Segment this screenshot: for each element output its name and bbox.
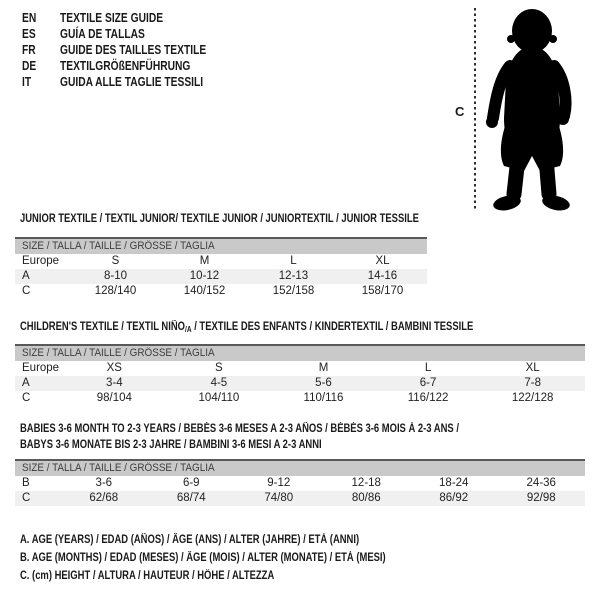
language-title-list xyxy=(22,10,238,90)
size-header-label: SIZE / TALLA / TAILLE / GRÖSSE / TAGLIA xyxy=(22,240,215,252)
size-cell: S xyxy=(215,362,223,374)
language-code: DE xyxy=(22,59,37,73)
age-cell: 3-6 xyxy=(95,477,113,489)
height-cell: 110/116 xyxy=(303,392,344,404)
row-label: Europe xyxy=(22,362,60,374)
size-cell: L xyxy=(424,362,432,374)
language-code: ES xyxy=(22,27,36,41)
age-cell: 6-9 xyxy=(182,477,200,489)
language-title: GUIDE DES TAILLES TEXTILE xyxy=(60,43,207,57)
height-cell: 62/68 xyxy=(89,492,119,504)
footnote-c: C. (cm) HEIGHT / ALTURA / HAUTEUR / HÖHE / ALTEZZA xyxy=(20,570,275,582)
size-header-label: SIZE / TALLA / TAILLE / GRÖSSE / TAGLIA xyxy=(22,462,215,474)
row-label: C xyxy=(22,492,31,504)
table-row xyxy=(15,376,585,391)
language-code: IT xyxy=(22,75,32,89)
language-title: TEXTILGRÖßENFÜHRUNG xyxy=(60,59,191,73)
height-cell: 152/158 xyxy=(272,285,315,297)
language-row xyxy=(22,58,238,74)
language-title: GUÍA DE TALLAS xyxy=(60,27,145,41)
junior-section-heading xyxy=(20,212,506,226)
babies-heading-line1-text: BABIES 3-6 MONTH TO 2-3 YEARS / BEBÉS 3-6 MESES A 2-3 AÑOS / BÉBÉS 3-6 MOIS À 2-3 ANS / xyxy=(20,423,459,435)
height-cell: 116/122 xyxy=(407,392,449,404)
babies-section-heading-line1 xyxy=(20,422,555,436)
footnote-line xyxy=(20,531,466,549)
table-row xyxy=(15,254,427,269)
height-cell: 128/140 xyxy=(94,285,137,297)
age-cell: 6-7 xyxy=(419,377,437,389)
size-cell: S xyxy=(111,255,120,267)
junior-size-table xyxy=(15,237,427,299)
size-header-bar xyxy=(15,344,585,361)
language-code: FR xyxy=(22,43,36,57)
language-row xyxy=(22,74,238,90)
footnote-line xyxy=(20,549,466,567)
size-header-bar xyxy=(15,459,585,476)
language-row xyxy=(22,10,238,26)
height-cell: 92/98 xyxy=(526,492,556,504)
row-label: Europe xyxy=(22,255,60,267)
language-title: GUIDA ALLE TAGLIE TESSILI xyxy=(60,75,204,89)
height-cell: 158/170 xyxy=(361,285,404,297)
table-row xyxy=(15,491,585,506)
size-cell: XL xyxy=(375,255,390,267)
size-cell: M xyxy=(199,255,210,267)
age-cell: 12-13 xyxy=(278,270,309,282)
babies-section-heading-line2 xyxy=(20,438,388,452)
children-heading-prefix: CHILDREN'S TEXTILE / TEXTIL NIÑO xyxy=(20,321,186,333)
size-cell: L xyxy=(290,255,297,267)
babies-size-table xyxy=(15,459,585,506)
age-cell: 8-10 xyxy=(103,270,128,282)
language-row xyxy=(22,42,238,58)
age-cell: 18-24 xyxy=(439,477,469,489)
row-label: C xyxy=(22,285,31,297)
age-cell: 14-16 xyxy=(367,270,398,282)
age-cell: 24-36 xyxy=(526,477,556,489)
babies-heading-line2-text: BABYS 3-6 MONATE BIS 2-3 JAHRE / BAMBINI 3-6 MESI A 2-3 ANNI xyxy=(20,439,322,451)
age-cell: 7-8 xyxy=(524,377,541,389)
height-cell: 74/80 xyxy=(264,492,294,504)
age-cell: 5-6 xyxy=(315,377,332,389)
age-cell: 10-12 xyxy=(189,270,220,282)
row-label: A xyxy=(22,377,30,389)
children-section-heading xyxy=(20,320,573,334)
height-cell: 86/92 xyxy=(439,492,469,504)
height-measure-dashed-line xyxy=(474,8,476,210)
height-cell: 122/128 xyxy=(511,392,554,404)
row-label: A xyxy=(22,270,30,282)
language-code: EN xyxy=(22,11,37,25)
age-cell: 9-12 xyxy=(267,477,291,489)
row-label: B xyxy=(22,477,30,489)
language-row xyxy=(22,26,238,42)
age-cell: 12-18 xyxy=(351,477,381,489)
size-header-label: SIZE / TALLA / TAILLE / GRÖSSE / TAGLIA xyxy=(22,347,215,359)
table-row xyxy=(15,476,585,491)
height-marker-label: C xyxy=(455,104,465,119)
row-label: C xyxy=(22,392,31,404)
language-title: TEXTILE SIZE GUIDE xyxy=(60,11,164,25)
age-cell: 4-5 xyxy=(210,377,228,389)
children-heading-suffix: / TEXTILE DES ENFANTS / KINDERTEXTIL / BAMBINI TESSILE xyxy=(191,321,474,333)
junior-section-heading-text: JUNIOR TEXTILE / TEXTIL JUNIOR/ TEXTILE JUNIOR / JUNIORTEXTIL / JUNIOR TESSILE xyxy=(20,213,419,225)
size-cell: M xyxy=(318,362,329,374)
children-heading-subscript: /A xyxy=(185,325,192,334)
height-cell: 104/110 xyxy=(198,392,240,404)
age-cell: 3-4 xyxy=(105,377,123,389)
children-size-table xyxy=(15,344,585,406)
size-header-bar xyxy=(15,237,427,254)
table-row xyxy=(15,269,427,284)
children-section-heading-text xyxy=(20,320,473,337)
size-cell: XL xyxy=(525,362,540,374)
table-row xyxy=(15,284,427,299)
footnotes xyxy=(20,531,466,585)
table-row xyxy=(15,361,585,376)
height-cell: 98/104 xyxy=(96,392,132,404)
footnote-line xyxy=(20,567,466,585)
footnote-a: A. AGE (YEARS) / EDAD (AÑOS) / ÂGE (ANS) / ALTER (JAHRE) / ETÀ (ANNI) xyxy=(20,534,360,546)
height-cell: 68/74 xyxy=(176,492,206,504)
height-cell: 140/152 xyxy=(183,285,226,297)
toddler-silhouette-image xyxy=(486,8,578,212)
size-cell: XS xyxy=(106,362,122,374)
table-row xyxy=(15,391,585,406)
height-cell: 80/86 xyxy=(351,492,381,504)
footnote-b: B. AGE (MONTHS) / EDAD (MESES) / ÂGE (MOIS) / ALTER (MONATE) / ETÀ (MESI) xyxy=(20,552,386,564)
